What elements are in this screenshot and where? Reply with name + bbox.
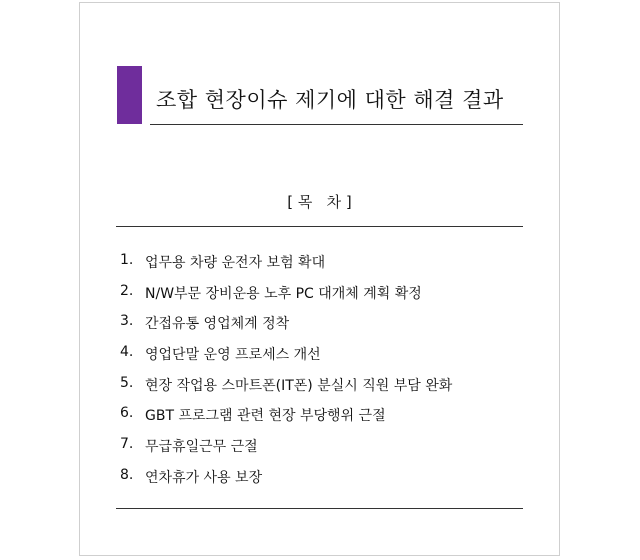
toc-item xyxy=(120,467,452,498)
toc-item-text: 무급휴일근무 근절 xyxy=(145,439,258,456)
toc-item-text: GBT 프로그램 관련 현장 부당행위 근절 xyxy=(145,408,386,425)
toc-heading: [ 목 차 ] xyxy=(287,193,352,211)
toc-item-text: 간접유통 영업체계 정착 xyxy=(145,316,290,333)
toc-item xyxy=(120,436,452,467)
toc-item xyxy=(120,375,452,406)
title-underline xyxy=(150,124,523,125)
toc-item-text: N/W부문 장비운용 노후 PC 대개체 계획 확정 xyxy=(145,285,422,302)
document-title: 조합 현장이슈 제기에 대한 해결 결과 xyxy=(156,88,504,112)
toc-list xyxy=(120,252,452,498)
toc-item-number: 8. xyxy=(120,466,134,483)
toc-bottom-divider xyxy=(116,508,523,509)
toc-item-number: 4. xyxy=(120,344,134,361)
toc-item-number: 1. xyxy=(120,252,134,268)
toc-item-number: 6. xyxy=(120,405,134,422)
toc-item-text: 연차휴가 사용 보장 xyxy=(145,469,263,486)
toc-item-number: 5. xyxy=(120,374,134,391)
title-accent-bar xyxy=(117,66,142,124)
toc-item-text: 영업단말 운영 프로세스 개선 xyxy=(145,347,321,364)
toc-item-number: 7. xyxy=(120,436,134,453)
toc-item-text: 업무용 차량 운전자 보험 확대 xyxy=(145,255,326,271)
toc-item xyxy=(120,252,452,283)
toc-item-text: 현장 작업용 스마트폰(IT폰) 분실시 직원 부담 완화 xyxy=(145,377,453,394)
toc-item xyxy=(120,283,452,314)
toc-item xyxy=(120,344,452,375)
toc-item-number: 3. xyxy=(120,313,134,330)
toc-item-number: 2. xyxy=(120,282,134,299)
toc-top-divider xyxy=(116,226,523,227)
toc-item xyxy=(120,313,452,344)
toc-item xyxy=(120,405,452,436)
